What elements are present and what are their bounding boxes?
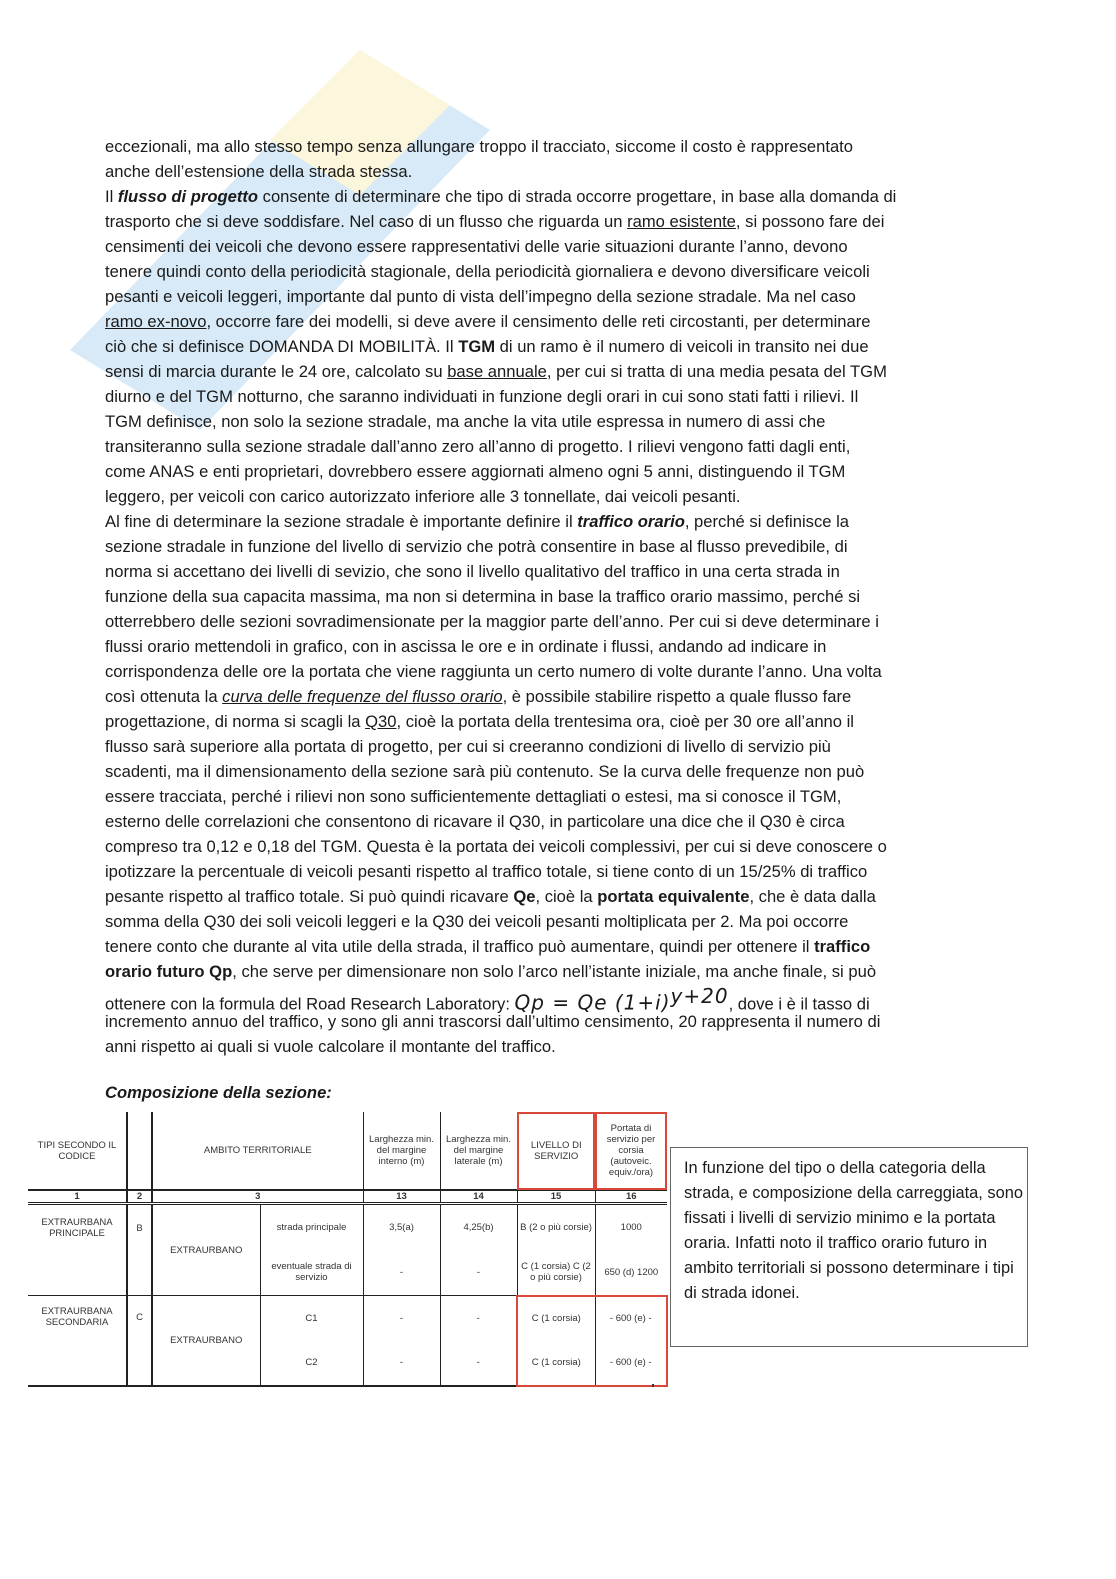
emphasized-text: ramo esistente: [627, 212, 736, 231]
text-line: [105, 784, 896, 809]
text-run: funzione della sua capacita massima, ma non si determina in base la traffico orario massimo, perché si: [105, 587, 861, 606]
text-run: pesante rispetto al traffico totale. Si può quindi ricavare: [105, 887, 514, 906]
text-run: ottenere con la formula del Road Research Laboratory:: [105, 994, 515, 1014]
header-margine-laterale: Larghezza min. del margine laterale (m): [440, 1112, 517, 1190]
text-line: [105, 634, 896, 659]
text-line: [105, 909, 896, 934]
text-line: [105, 984, 896, 1015]
col-number: 13: [363, 1190, 440, 1204]
portata-cell: - 600 (e) -: [595, 1341, 667, 1386]
portata-cell: 650 (d) 1200: [595, 1250, 667, 1296]
text-line: [105, 434, 896, 459]
emphasized-text: base annuale: [447, 362, 547, 381]
text-line: [105, 259, 896, 284]
interno-cell: -: [363, 1341, 440, 1386]
header-portata: Portata di servizio per corsia (autoveic. equiv./ora): [595, 1112, 667, 1190]
emphasized-text: flusso di progetto: [117, 187, 259, 206]
text-run: , perché si definisce la: [684, 512, 850, 531]
text-line: [105, 809, 896, 834]
text-run: , che è data dalla: [749, 887, 876, 906]
text-run: tenere conto che durante al vita utile della strada, il traffico può aumentare, quindi per ottenere il: [105, 937, 815, 956]
text-line: [105, 534, 896, 559]
emphasized-text: traffico orario: [577, 512, 685, 531]
text-run: essere tracciata, perché i rilievi non sono sufficientemente dettagliati o estesi, ma si conosce il TGM,: [105, 787, 842, 806]
laterale-cell: -: [440, 1341, 517, 1386]
portata-cell: - 600 (e) -: [595, 1296, 667, 1341]
text-line: [105, 609, 896, 634]
header-code: [127, 1112, 152, 1190]
emphasized-text: portata equivalente: [597, 887, 750, 906]
tipo-cell: EXTRAURBANA PRINCIPALE: [41, 1217, 113, 1239]
table-row: [28, 1296, 667, 1341]
text-line: [105, 884, 896, 909]
emphasized-text: TGM: [458, 337, 496, 356]
table-row: [28, 1204, 667, 1250]
text-run: , cioè la: [535, 887, 598, 906]
text-line: [105, 134, 896, 159]
text-run: di un ramo è il numero di veicoli in transito nei due: [495, 337, 869, 356]
col-number: 2: [127, 1190, 152, 1204]
text-line: [105, 859, 896, 884]
text-run: pesanti e veicoli leggeri, importante dal punto di vista dell’impegno della sezione stradale. Ma nel caso: [105, 287, 856, 306]
text-line: [105, 284, 896, 309]
text-line: [105, 584, 896, 609]
text-run: otterrebbero delle sezioni sovradimensionate per la maggior parte dell’anno. Per cui si deve determinare i: [105, 612, 879, 631]
text-run: Il: [105, 187, 118, 206]
text-line: [105, 384, 896, 409]
text-run: sensi di marcia durante le 24 ore, calcolato su: [105, 362, 448, 381]
interno-cell: -: [363, 1250, 440, 1296]
tipo-cell: EXTRAURBANA SECONDARIA: [41, 1306, 113, 1328]
text-line: [105, 334, 896, 359]
text-run: trasporto che si deve soddisfare. Nel caso di un flusso che riguarda un: [105, 212, 628, 231]
text-line: [105, 734, 896, 759]
text-run: flusso sarà superiore alla portata di progetto, per cui si creeranno condizioni di livello di servizio più: [105, 737, 831, 756]
text-run: censimenti dei veicoli che devono essere rappresentativi delle varie situazioni durante l’anno, devono: [105, 237, 848, 256]
section-heading: Composizione della sezione:: [105, 1083, 332, 1102]
col-number: 3: [152, 1190, 363, 1204]
text-run: corrispondenza delle ore la portata che viene raggiunta un certo numero di volte durante l’anno. Una volta: [105, 662, 882, 681]
text-line: [105, 659, 896, 684]
ambito-cell: EXTRAURBANO: [152, 1204, 260, 1296]
text-run: così ottenuta la: [105, 687, 223, 706]
code-cell: C: [127, 1296, 152, 1386]
text-line: [105, 484, 896, 509]
livello-cell: C (1 corsia): [517, 1296, 595, 1341]
road-section-table: [28, 1112, 668, 1387]
col-number: 1: [74, 1191, 80, 1202]
code-cell: B: [127, 1204, 152, 1296]
laterale-cell: -: [440, 1296, 517, 1341]
text-run: diurno e del TGM notturno, che saranno individuati in funzione degli orari in cui sono stati fatti i rilievi. Il: [105, 387, 859, 406]
col-number: 16: [595, 1190, 667, 1204]
text-line: [105, 309, 896, 334]
laterale-cell: -: [440, 1250, 517, 1296]
text-run: norma si accettano dei livelli di sevizio, che sono il livello qualitativo del traffico in una certa strada in: [105, 562, 840, 581]
handwritten-formula: y+20: [670, 984, 729, 1008]
text-run: tenere quindi conto della periodicità stagionale, della periodicità giornaliera e devono diversificare veicoli: [105, 262, 870, 281]
text-line: [105, 1009, 896, 1034]
col-number: 15: [517, 1190, 595, 1204]
text-line: [105, 509, 896, 534]
emphasized-text: traffico: [814, 937, 871, 956]
text-run: consente di determinare che tipo di strada occorre progettare, in base alla domanda di: [258, 187, 897, 206]
text-run: ipotizzare la percentuale di veicoli pesanti rispetto al traffico totale, si tiene conto di un 15/25% di traffico: [105, 862, 868, 881]
ambito-cell: EXTRAURBANO: [152, 1296, 260, 1386]
livello-cell: B (2 o più corsie): [517, 1204, 595, 1250]
text-run: leggero, per veicoli con carico autorizzato inferiore alle 3 tonnellate, dai veicoli pesanti.: [105, 487, 741, 506]
text-line: [105, 234, 896, 259]
text-run: come ANAS e enti proprietari, dovrebbero essere aggiornati almeno ogni 5 anni, distinguendo il TGM: [105, 462, 846, 481]
sub-name-cell: strada principale: [260, 1204, 363, 1250]
body-text: [105, 134, 896, 1059]
interno-cell: -: [363, 1296, 440, 1341]
emphasized-text: curva delle frequenze del flusso orario: [222, 687, 503, 706]
header-livello-servizio: LIVELLO DI SERVIZIO: [517, 1112, 595, 1190]
col-number: 14: [440, 1190, 517, 1204]
text-line: [105, 209, 896, 234]
text-line: [105, 759, 896, 784]
text-run: , che serve per dimensionare non solo l’arco nell’istante iniziale, ma anche finale, si può: [232, 962, 877, 981]
portata-cell: 1000: [595, 1204, 667, 1250]
text-run: , occorre fare dei modelli, si deve avere il censimento delle reti circostanti, per determinare: [206, 312, 871, 331]
handwritten-formula: Qp = Qe (1+i): [514, 990, 671, 1015]
text-run: sezione stradale in funzione del livello di servizio che potrà consentire in base al flusso prevedibile, di: [105, 537, 848, 556]
emphasized-text: Q30: [365, 712, 397, 731]
emphasized-text: ramo ex-novo: [105, 312, 207, 331]
text-run: somma della Q30 dei soli veicoli leggeri e la Q30 dei veicoli pesanti moltiplicata per 2. Ma poi occorre: [105, 912, 849, 931]
emphasized-text: orario futuro Qp: [105, 962, 233, 981]
text-run: transiteranno sulla sezione stradale dall’anno zero all’anno di progetto. I rilievi vengono fatti dagli enti,: [105, 437, 851, 456]
text-line: [105, 559, 896, 584]
text-run: ciò che si definisce DOMANDA DI MOBILITÀ. Il: [105, 337, 459, 356]
text-run: scadenti, ma il dimensionamento della sezione sarà più contenuto. Se la curva delle frequenze non può: [105, 762, 865, 781]
livello-cell: C (1 corsia) C (2 o più corsie): [517, 1250, 595, 1296]
text-run: Al fine di determinare la sezione stradale è importante definire il: [105, 512, 578, 531]
text-line: [105, 1034, 896, 1059]
text-line: [105, 709, 896, 734]
text-run: eccezionali, ma allo stesso tempo senza allungare troppo il tracciato, siccome il costo è rappresentato: [105, 137, 854, 156]
text-line: [105, 934, 896, 959]
text-run: compreso tra 0,12 e 0,18 del TGM. Questa è la portata dei veicoli complessivi, per cui si deve conoscere o: [105, 837, 887, 856]
text-run: , si possono fare dei: [735, 212, 885, 231]
text-run: , per cui si tratta di una media pesata del TGM: [546, 362, 887, 381]
text-run: flussi orario mettendoli in grafico, con in ascissa le ore e in ordinate i flussi, andando ad indicare in: [105, 637, 827, 656]
text-run: esterno delle correlazioni che consentono di ricavare il Q30, in particolare una dice che il Q30 è circa: [105, 812, 845, 831]
scan-mark: [652, 1384, 654, 1387]
text-run: anni rispetto ai quali si vuole calcolare il montante del traffico.: [105, 1037, 556, 1056]
laterale-cell: 4,25(b): [440, 1204, 517, 1250]
header-ambito: AMBITO TERRITORIALE: [152, 1112, 363, 1190]
text-line: [105, 959, 896, 984]
text-line: [105, 409, 896, 434]
text-run: , dove i è il tasso di: [728, 994, 870, 1014]
text-line: [105, 359, 896, 384]
note-box: In funzione del tipo o della categoria della strada, e composizione della carreggiata, sono fissati i livelli di servizio minimo e la portata oraria. Infatti noto il traffico orario futuro in ambito territoriali si possono determinare i tipi di strada idonei.: [670, 1147, 1028, 1347]
sub-name-cell: C2: [260, 1341, 363, 1386]
text-line: [105, 159, 896, 184]
sub-name-cell: eventuale strada di servizio: [260, 1250, 363, 1296]
text-run: , è possibile stabilire rispetto a quale flusso fare: [502, 687, 852, 706]
text-line: [105, 684, 896, 709]
header-tipi: TIPI SECONDO IL CODICE: [37, 1139, 117, 1162]
header-margine-interno: Larghezza min. del margine interno (m): [363, 1112, 440, 1190]
text-run: incremento annuo del traffico, y sono gli anni trascorsi dall’ultimo censimento, 20 rappresenta il numero di: [105, 1012, 881, 1031]
text-run: anche dell’estensione della strada stessa.: [105, 162, 413, 181]
text-line: [105, 834, 896, 859]
livello-cell: C (1 corsia): [517, 1341, 595, 1386]
text-run: progettazione, di norma si scagli la: [105, 712, 366, 731]
sub-name-cell: C1: [260, 1296, 363, 1341]
text-run: , cioè la portata della trentesima ora, cioè per 30 ore all’anno il: [396, 712, 854, 731]
text-run: TGM definisce, non solo la sezione stradale, ma anche la vita utile espressa in numero di assi che: [105, 412, 826, 431]
emphasized-text: Qe: [513, 887, 536, 906]
interno-cell: 3,5(a): [363, 1204, 440, 1250]
text-line: [105, 184, 896, 209]
text-line: [105, 459, 896, 484]
